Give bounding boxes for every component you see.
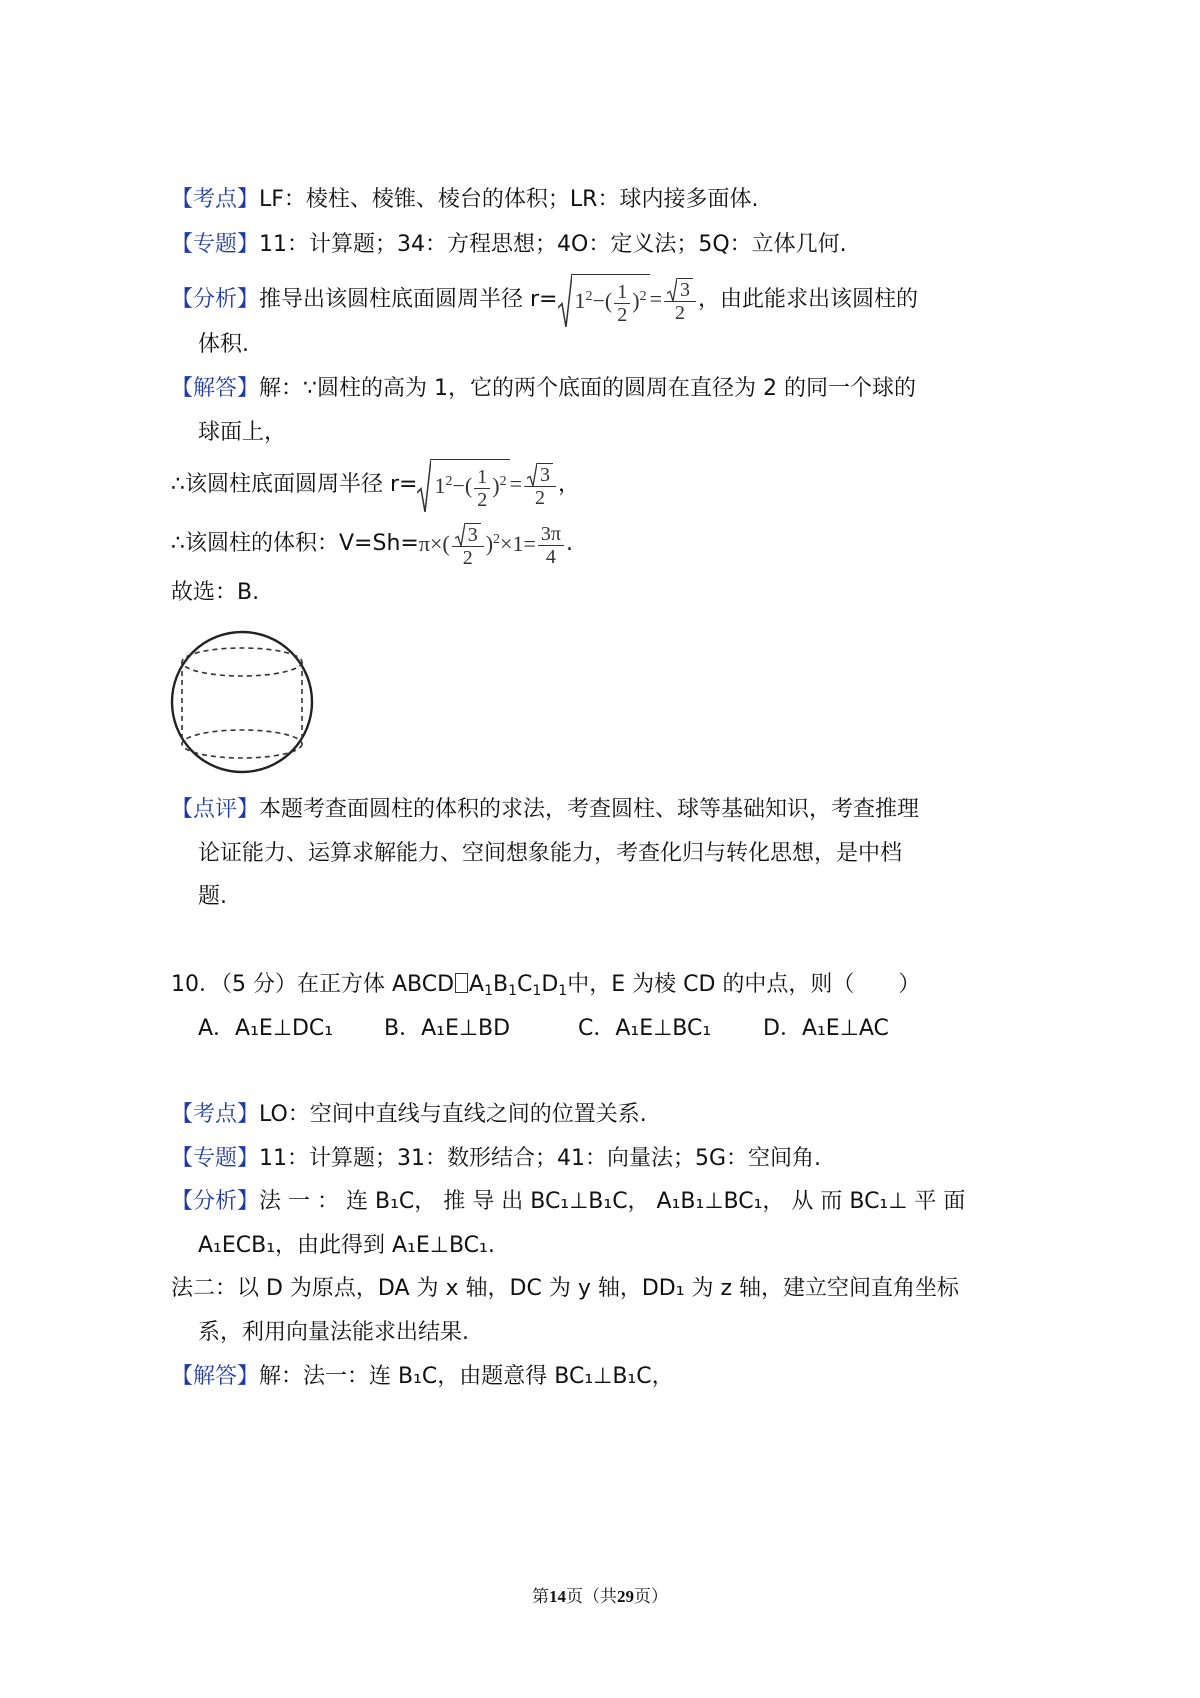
fa2-text: 法二：以 D 为原点，DA 为 x 轴，DC 为 y 轴，DD₁ 为 z 轴，建立空间直角坐标 [171, 1276, 960, 1301]
jieda-text: 解：∵圆柱的高为 1，它的两个底面的圆周在直径为 2 的同一个球的 [259, 376, 916, 401]
page-number: 14 [549, 1587, 566, 1606]
dianping-line-3 [198, 882, 1200, 912]
zhuanti-line-2 [171, 1144, 1200, 1174]
jieda-line-2a [171, 1362, 1200, 1392]
radius-formula: $1^2-$( $\frac{1}{2}$ )$^2$ = $\frac{3}{2}$ [558, 273, 699, 327]
fenxi-cont: 体积. [198, 332, 249, 357]
jieda-tag-2: 【解答】 [171, 1364, 260, 1389]
step2-text-after: . [565, 531, 573, 556]
q10-option-c[interactable]: C．A₁E⊥BC₁ [578, 1016, 712, 1041]
jieda-tag: 【解答】 [171, 376, 260, 401]
fenxi-text-2: 法 一 ： 连 B₁C， 推 导 出 BC₁⊥B₁C， A₁B₁⊥BC₁， 从 而 BC₁⊥ 平 面 [259, 1189, 966, 1214]
kaodian-line-2 [171, 1100, 1200, 1130]
answer-text: 故选：B. [171, 580, 260, 605]
step2-line [171, 518, 1200, 570]
kaodian-tag: 【考点】 [171, 187, 260, 212]
jieda-line-1 [171, 374, 1200, 404]
fenxi-line-2 [198, 330, 1200, 360]
zhuanti-line-1 [171, 230, 1200, 260]
fenxi-tag-2: 【分析】 [171, 1189, 260, 1214]
step2-text-before: ∴该圆柱的体积：V=Sh= [171, 531, 419, 556]
jieda-cont: 球面上， [198, 420, 287, 445]
page-total: 29 [617, 1587, 634, 1606]
step1-line [171, 458, 1200, 510]
fenxi-cont-2: A₁ECB₁，由此得到 A₁E⊥BC₁. [198, 1233, 495, 1258]
fenxi-line-2a [171, 1187, 1200, 1217]
answer-line [171, 578, 1200, 608]
page-footer: 第14页（共29页） [532, 1587, 668, 1607]
fenxi-line-2b [198, 1231, 1200, 1261]
q10-option-d[interactable]: D．A₁E⊥AC [763, 1016, 889, 1041]
zhuanti-tag-2: 【专题】 [171, 1146, 260, 1171]
dianping-line-2 [198, 839, 1200, 869]
zhuanti-tag: 【专题】 [171, 232, 260, 257]
jieda-text-2: 解：法一：连 B₁C，由题意得 BC₁⊥B₁C， [259, 1364, 674, 1389]
q10-option-a[interactable]: A．A₁E⊥DC₁ [198, 1016, 334, 1041]
q10-stem-prefix: 10．（5 分）在正方体 ABCD [171, 972, 455, 997]
fa2-line-1 [171, 1274, 1200, 1304]
dianping-tag: 【点评】 [171, 797, 260, 822]
jieda-line-2 [198, 418, 1200, 448]
kaodian-tag-2: 【考点】 [171, 1102, 260, 1127]
q10-cube-name: $A_1B_1C_1D_1$ [469, 972, 568, 999]
dianping-cont2: 题. [198, 884, 227, 909]
fenxi-line-1 [171, 273, 1200, 325]
zhuanti-text: 11：计算题；34：方程思想；4O：定义法；5Q：立体几何. [259, 232, 847, 257]
q10-stem-suffix: 中，E 为棱 CD 的中点，则（ ） [567, 972, 921, 997]
volume-formula: π×( $\frac{3}{2}$ )$^2$×1= $\frac{3\pi}{4}$ [419, 518, 566, 570]
q10-stem [171, 970, 1200, 1000]
fa2-line-2 [198, 1318, 1200, 1348]
step1-text-after: ， [557, 472, 580, 498]
q10-option-b[interactable]: B．A₁E⊥BD [384, 1016, 511, 1041]
dianping-text: 本题考查面圆柱的体积的求法，考查圆柱、球等基础知识，考查推理 [259, 797, 920, 822]
kaodian-text-2: LO：空间中直线与直线之间的位置关系. [259, 1102, 647, 1127]
zhuanti-text-2: 11：计算题；31：数形结合；41：向量法；5G：空间角. [259, 1146, 822, 1171]
dianping-line-1 [171, 795, 1200, 825]
fa2-cont: 系，利用向量法能求出结果. [198, 1320, 469, 1345]
fenxi-text-after: ，由此能求出该圆柱的 [698, 287, 919, 313]
kaodian-line-1 [171, 185, 1200, 215]
fenxi-text-before: 推导出该圆柱底面圆周半径 r= [259, 287, 558, 313]
sphere-cylinder-figure [168, 626, 316, 778]
missing-glyph-box [455, 973, 468, 993]
step1-text-before: ∴该圆柱底面圆周半径 r= [171, 472, 418, 498]
fenxi-tag: 【分析】 [171, 287, 260, 313]
dianping-cont1: 论证能力、运算求解能力、空间想象能力，考查化归与转化思想，是中档 [198, 841, 903, 866]
radius-formula-2: $1^2-$( $\frac{1}{2}$ )$^2$ = $\frac{3}{2}$ [417, 458, 558, 512]
kaodian-text: LF：棱柱、棱锥、棱台的体积；LR：球内接多面体. [259, 187, 759, 212]
